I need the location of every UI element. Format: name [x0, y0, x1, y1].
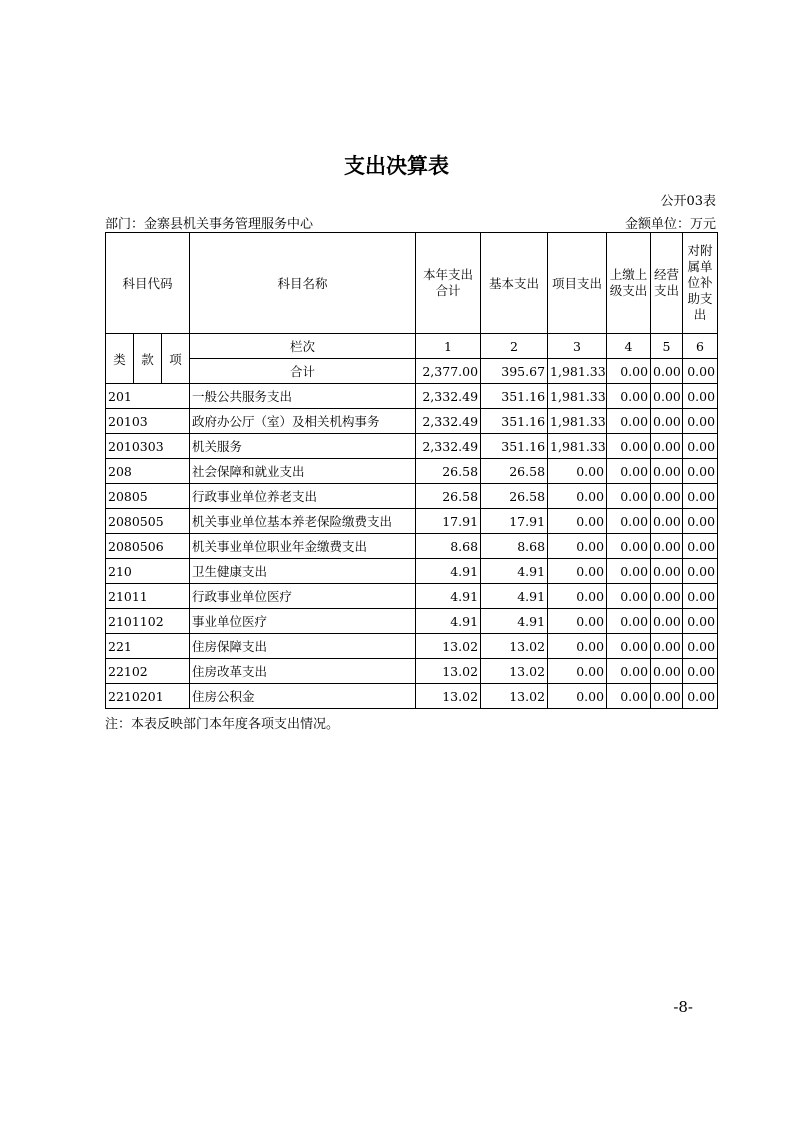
row-code: 2101102: [106, 609, 190, 634]
footnote: 注：本表反映部门本年度各项支出情况。: [105, 717, 340, 732]
table-row: [106, 459, 718, 484]
table-row: [106, 384, 718, 409]
column-number: 5: [651, 334, 683, 359]
row-value: 4.91: [481, 584, 548, 609]
total-cell: 0.00: [683, 359, 718, 384]
row-name: 行政事业单位医疗: [190, 584, 416, 609]
total-cell: 395.67: [481, 359, 548, 384]
row-value: 0.00: [607, 659, 651, 684]
table-row: [106, 684, 718, 709]
row-value: 0.00: [683, 634, 718, 659]
row-code: 2010303: [106, 434, 190, 459]
header-project: 项目支出: [548, 233, 607, 334]
row-value: 0.00: [651, 434, 683, 459]
header-heji: 合计: [190, 359, 416, 384]
table-row: [106, 484, 718, 509]
total-cell: 2,377.00: [416, 359, 481, 384]
table-row: [106, 659, 718, 684]
form-number: 公开03表: [660, 194, 716, 209]
row-code: 208: [106, 459, 190, 484]
row-value: 0.00: [683, 459, 718, 484]
row-value: 0.00: [683, 409, 718, 434]
row-value: 0.00: [548, 534, 607, 559]
row-value: 26.58: [416, 484, 481, 509]
row-value: 13.02: [416, 634, 481, 659]
row-value: 4.91: [416, 609, 481, 634]
total-row: [106, 359, 718, 384]
column-number: 6: [683, 334, 718, 359]
header-name: 科目名称: [190, 233, 416, 334]
row-value: 351.16: [481, 409, 548, 434]
row-code: 201: [106, 384, 190, 409]
row-value: 0.00: [607, 634, 651, 659]
header-kuan: 款: [134, 334, 162, 384]
row-value: 0.00: [683, 559, 718, 584]
row-value: 0.00: [651, 484, 683, 509]
row-value: 0.00: [548, 484, 607, 509]
table-row: [106, 434, 718, 459]
row-value: 0.00: [548, 584, 607, 609]
expenditure-table: [105, 232, 718, 709]
row-value: 0.00: [651, 609, 683, 634]
row-value: 0.00: [651, 384, 683, 409]
row-value: 4.91: [481, 609, 548, 634]
row-value: 0.00: [683, 659, 718, 684]
header-row: [106, 233, 718, 334]
row-value: 13.02: [481, 634, 548, 659]
table-row: [106, 509, 718, 534]
row-code: 2210201: [106, 684, 190, 709]
row-code: 2080505: [106, 509, 190, 534]
row-code: 2080506: [106, 534, 190, 559]
row-name: 事业单位医疗: [190, 609, 416, 634]
column-number: 4: [607, 334, 651, 359]
row-value: 0.00: [651, 584, 683, 609]
header-code: 科目代码: [106, 233, 190, 334]
row-code: 20103: [106, 409, 190, 434]
row-value: 13.02: [416, 684, 481, 709]
row-value: 351.16: [481, 384, 548, 409]
row-value: 0.00: [683, 484, 718, 509]
page-title: 支出决算表: [344, 154, 449, 178]
row-value: 0.00: [548, 684, 607, 709]
row-value: 4.91: [481, 559, 548, 584]
header-subsidiary: 对附属单位补助支出: [683, 233, 718, 334]
row-value: 8.68: [481, 534, 548, 559]
header-operating: 经营支出: [651, 233, 683, 334]
row-name: 机关事业单位基本养老保险缴费支出: [190, 509, 416, 534]
row-value: 26.58: [416, 459, 481, 484]
row-value: 1,981.33: [548, 409, 607, 434]
row-value: 0.00: [548, 459, 607, 484]
row-value: 0.00: [683, 584, 718, 609]
header-lei: 类: [106, 334, 134, 384]
row-value: 0.00: [607, 384, 651, 409]
header-upper: 上缴上级支出: [607, 233, 651, 334]
row-value: 0.00: [607, 459, 651, 484]
row-value: 2,332.49: [416, 434, 481, 459]
row-value: 0.00: [651, 409, 683, 434]
row-value: 0.00: [651, 509, 683, 534]
row-value: 0.00: [607, 584, 651, 609]
row-name: 机关服务: [190, 434, 416, 459]
row-value: 0.00: [607, 509, 651, 534]
lanci-row: [106, 334, 718, 359]
row-value: 0.00: [683, 684, 718, 709]
header-lanci: 栏次: [190, 334, 416, 359]
page-number: -8-: [673, 998, 693, 1016]
row-value: 2,332.49: [416, 409, 481, 434]
row-code: 22102: [106, 659, 190, 684]
row-code: 20805: [106, 484, 190, 509]
table-row: [106, 559, 718, 584]
column-number: 3: [548, 334, 607, 359]
row-name: 一般公共服务支出: [190, 384, 416, 409]
table-row: [106, 409, 718, 434]
header-basic: 基本支出: [481, 233, 548, 334]
row-value: 0.00: [607, 609, 651, 634]
row-value: 2,332.49: [416, 384, 481, 409]
row-value: 17.91: [416, 509, 481, 534]
row-value: 0.00: [683, 609, 718, 634]
row-code: 21011: [106, 584, 190, 609]
row-value: 0.00: [651, 559, 683, 584]
row-value: 1,981.33: [548, 434, 607, 459]
row-name: 社会保障和就业支出: [190, 459, 416, 484]
row-value: 0.00: [607, 409, 651, 434]
header-total: 本年支出合计: [416, 233, 481, 334]
row-code: 221: [106, 634, 190, 659]
column-number: 2: [481, 334, 548, 359]
row-value: 0.00: [548, 559, 607, 584]
row-value: 13.02: [416, 659, 481, 684]
column-number: 1: [416, 334, 481, 359]
row-value: 26.58: [481, 459, 548, 484]
row-value: 0.00: [683, 384, 718, 409]
total-cell: 0.00: [607, 359, 651, 384]
row-value: 1,981.33: [548, 384, 607, 409]
row-value: 0.00: [683, 509, 718, 534]
row-value: 0.00: [683, 434, 718, 459]
table-row: [106, 534, 718, 559]
row-name: 住房保障支出: [190, 634, 416, 659]
row-value: 4.91: [416, 584, 481, 609]
total-cell: 1,981.33: [548, 359, 607, 384]
row-value: 0.00: [607, 434, 651, 459]
table-row: [106, 609, 718, 634]
row-value: 0.00: [548, 634, 607, 659]
row-value: 17.91: [481, 509, 548, 534]
row-name: 行政事业单位养老支出: [190, 484, 416, 509]
unit-label: 金额单位：万元: [624, 217, 716, 232]
row-name: 住房公积金: [190, 684, 416, 709]
row-value: 0.00: [651, 534, 683, 559]
row-name: 卫生健康支出: [190, 559, 416, 584]
row-value: 0.00: [607, 484, 651, 509]
row-value: 13.02: [481, 659, 548, 684]
row-value: 26.58: [481, 484, 548, 509]
row-value: 0.00: [607, 684, 651, 709]
row-value: 13.02: [481, 684, 548, 709]
row-value: 0.00: [548, 609, 607, 634]
row-value: 351.16: [481, 434, 548, 459]
header-xiang: 项: [162, 334, 190, 384]
total-cell: 0.00: [651, 359, 683, 384]
row-value: 8.68: [416, 534, 481, 559]
row-name: 机关事业单位职业年金缴费支出: [190, 534, 416, 559]
row-value: 0.00: [607, 534, 651, 559]
table-row: [106, 634, 718, 659]
row-code: 210: [106, 559, 190, 584]
row-value: 0.00: [651, 459, 683, 484]
row-name: 住房改革支出: [190, 659, 416, 684]
department-label: 部门：金寨县机关事务管理服务中心: [105, 217, 314, 232]
row-value: 0.00: [651, 684, 683, 709]
row-value: 0.00: [548, 509, 607, 534]
row-name: 政府办公厅（室）及相关机构事务: [190, 409, 416, 434]
row-value: 0.00: [651, 634, 683, 659]
row-value: 0.00: [548, 659, 607, 684]
table-row: [106, 584, 718, 609]
row-value: 0.00: [607, 559, 651, 584]
row-value: 0.00: [683, 534, 718, 559]
row-value: 0.00: [651, 659, 683, 684]
row-value: 4.91: [416, 559, 481, 584]
